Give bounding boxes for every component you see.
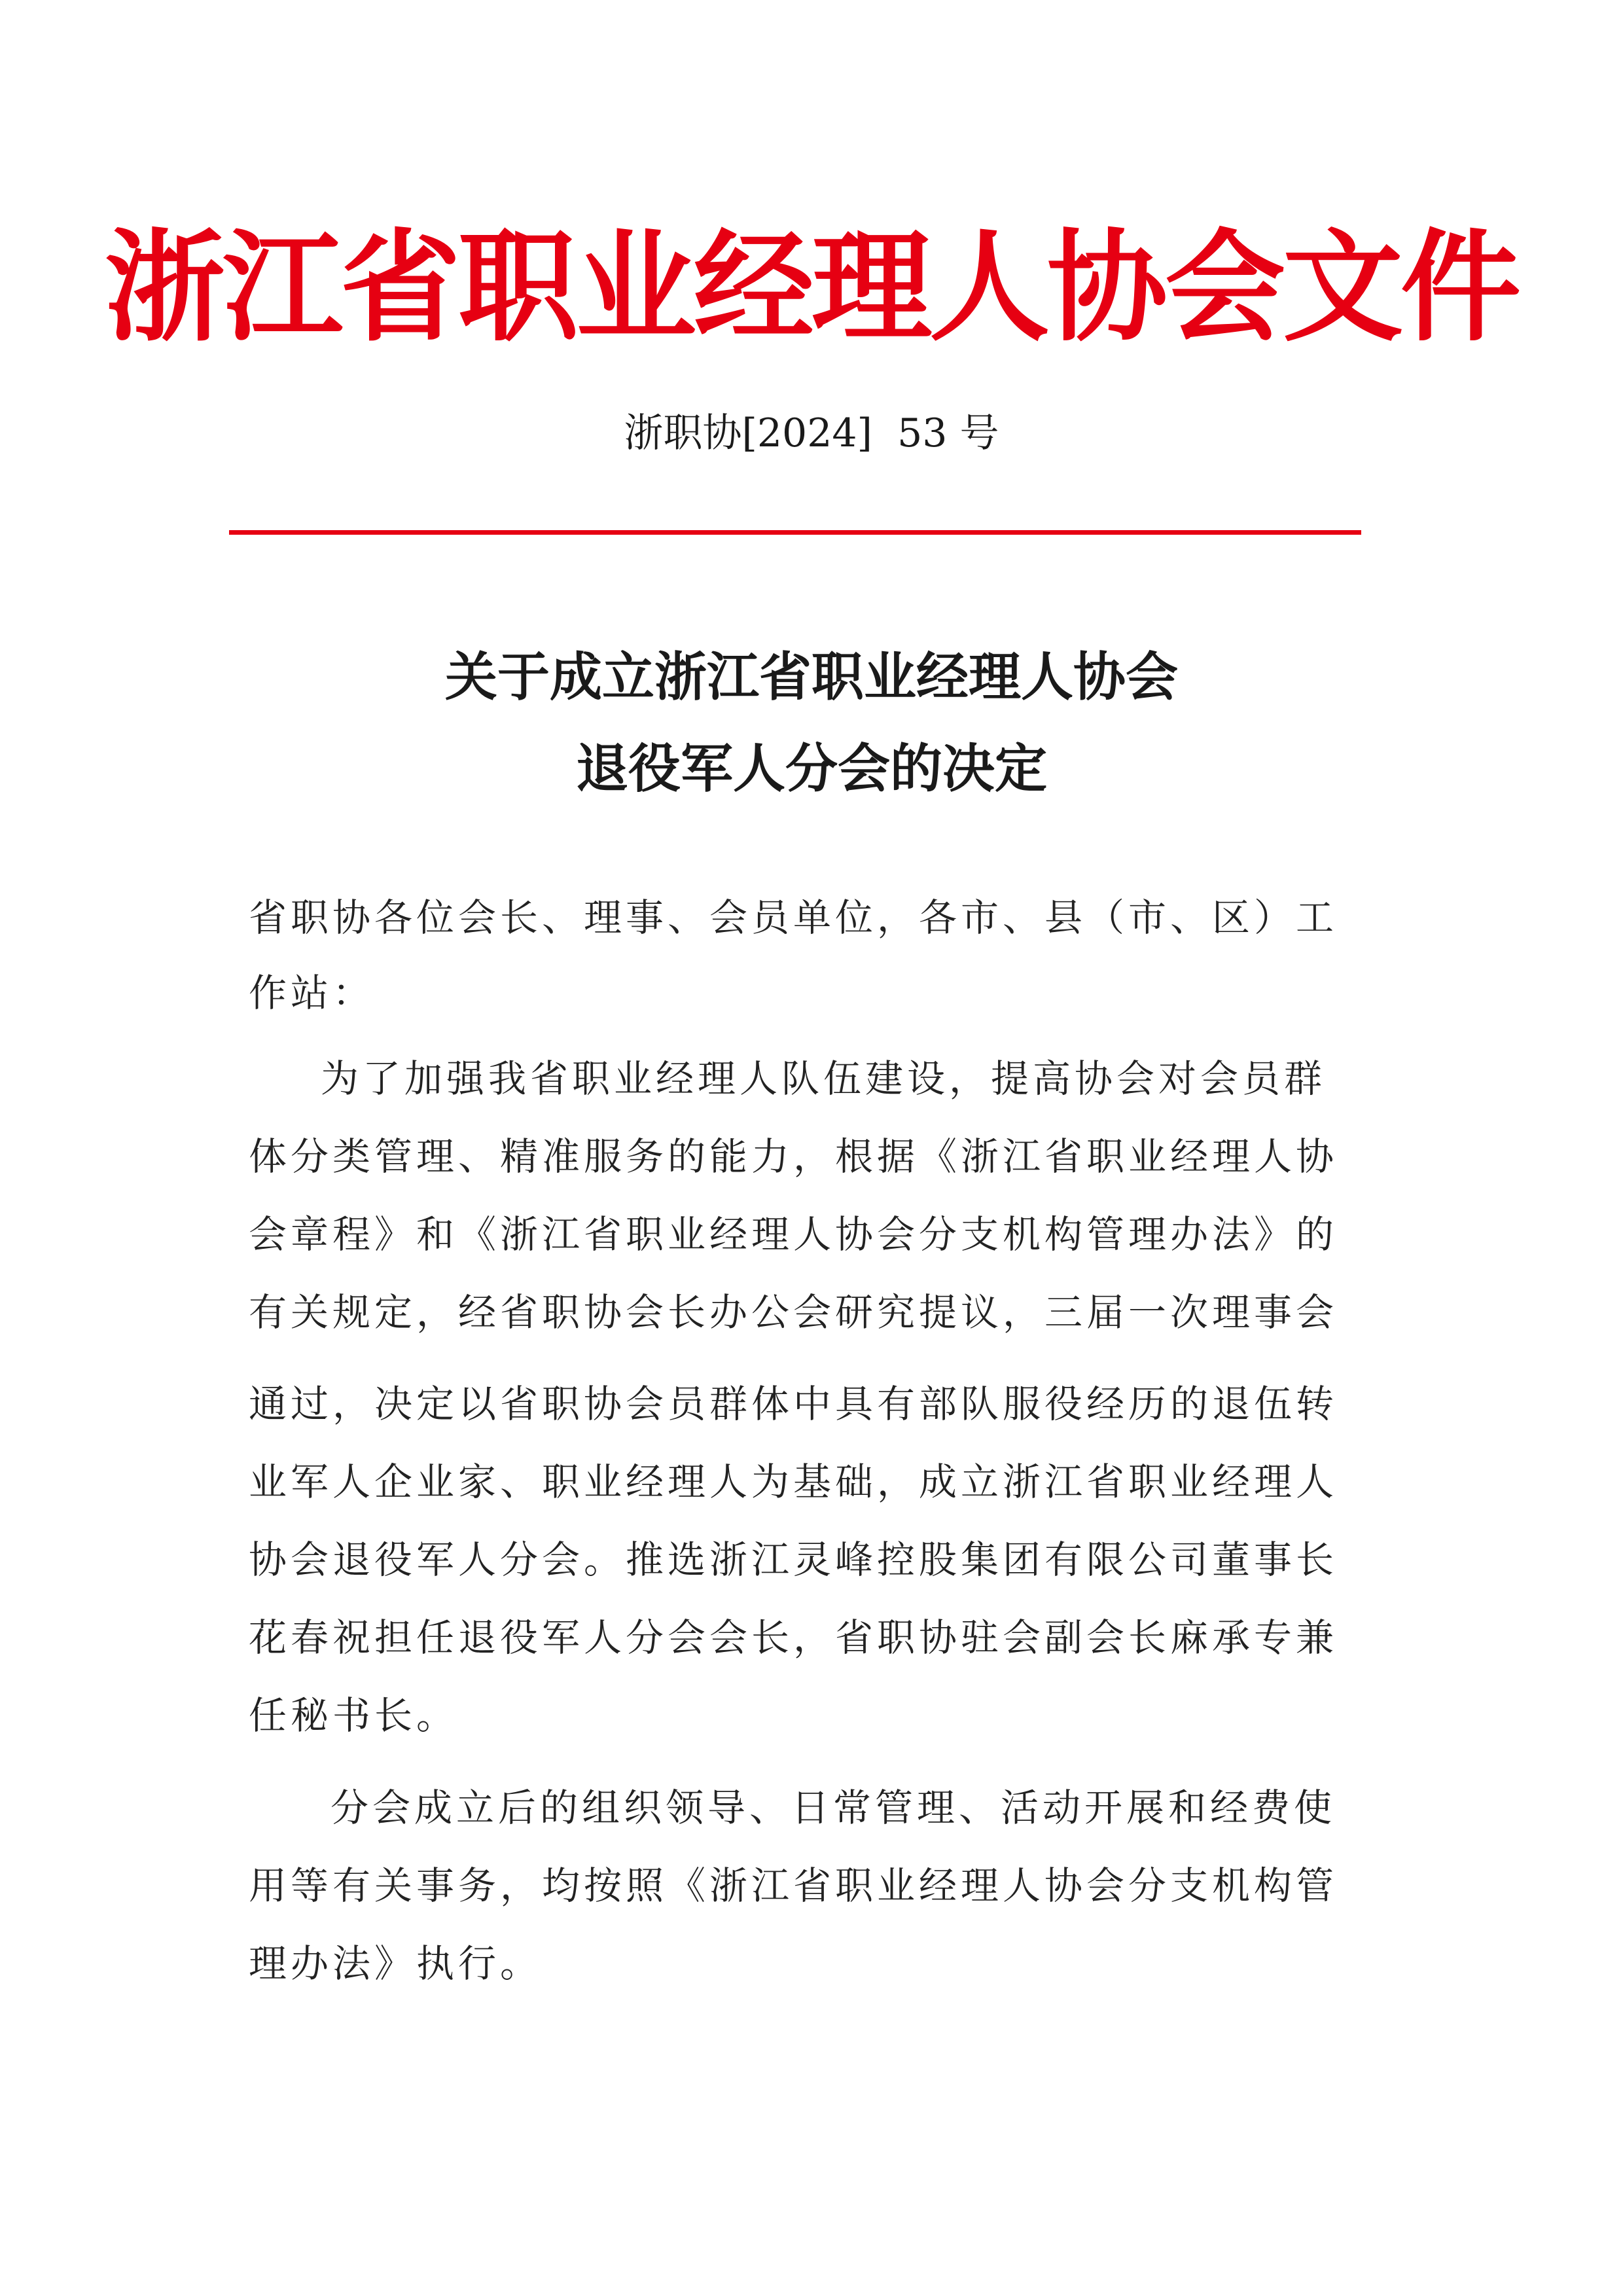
paragraph-line: 会章程》和《浙江省职业经理人协会分支机构管理办法》的 bbox=[249, 1212, 1338, 1257]
red-divider-line bbox=[229, 530, 1361, 535]
paragraph-line: 理办法》执行。 bbox=[249, 1941, 543, 1986]
paragraph-line: 分会成立后的组织领导、日常管理、活动开展和经费使 bbox=[330, 1785, 1336, 1830]
paragraph-line: 用等有关事务，均按照《浙江省职业经理人协会分支机构管 bbox=[249, 1863, 1338, 1908]
paragraph-line: 通过，决定以省职协会员群体中具有部队服役经历的退伍转 bbox=[249, 1382, 1338, 1426]
org-file-title: 浙江省职业经理人协会文件 bbox=[104, 218, 1518, 358]
paragraph-line: 体分类管理、精准服务的能力，根据《浙江省职业经理人协 bbox=[249, 1134, 1338, 1179]
paragraph-line: 有关规定，经省职协会长办公会研究提议，三届一次理事会 bbox=[249, 1290, 1338, 1335]
addressee-line: 作站： bbox=[249, 971, 375, 1015]
paragraph-line: 协会退役军人分会。推选浙江灵峰控股集团有限公司董事长 bbox=[249, 1537, 1338, 1582]
document-title-line-2: 退役军人分会的决定 bbox=[576, 738, 1047, 799]
document-number: 浙职协[2024] 53 号 bbox=[624, 410, 999, 456]
addressee-line: 省职协各位会长、理事、会员单位，各市、县（市、区）工 bbox=[249, 895, 1338, 940]
paragraph-line: 任秘书长。 bbox=[249, 1693, 459, 1738]
paragraph-line: 花春祝担任退役军人分会会长，省职协驻会副会长麻承专兼 bbox=[249, 1615, 1338, 1660]
document-title-line-1: 关于成立浙江省职业经理人协会 bbox=[445, 647, 1178, 708]
paragraph-line: 业军人企业家、职业经理人为基础，成立浙江省职业经理人 bbox=[249, 1460, 1338, 1504]
paragraph-line: 为了加强我省职业经理人队伍建设，提高协会对会员群 bbox=[321, 1056, 1327, 1101]
